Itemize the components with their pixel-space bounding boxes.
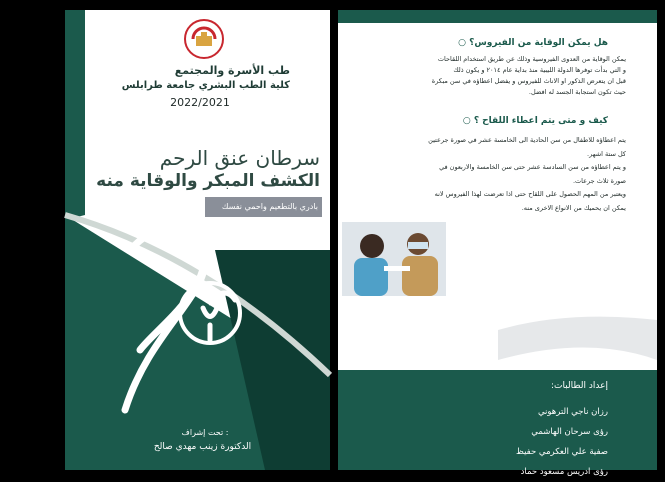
student-name: رؤى ادريس مسعود حماد [520, 467, 608, 477]
text-line: كل ستة اشهر. [587, 149, 626, 158]
students-list [488, 402, 608, 482]
bullet-icon: ○ [458, 38, 466, 48]
supervisor-label: تحت إشراف : [181, 428, 229, 437]
text-line: يتم اعطاؤه للاطفال من سن الحادية الى الخامسة عشر في صورة جرعتين [428, 136, 626, 144]
academic-year: 2022/2021 [170, 96, 230, 109]
question-heading-1: هل يمكن الوقاية من الفيروس؟ ○ [458, 38, 608, 48]
text-line: صورة ثلاث جرعات. [572, 176, 626, 185]
text-line: ويعتبر من المهم الحصول على اللقاح حتى اذا تعرضت لهذا الفيروس لانه [434, 190, 626, 198]
left-green-stripe [65, 10, 85, 220]
student-name: رؤى سرحان الهاشمي [531, 427, 608, 437]
supervisor-name: الدكتورة زينب مهدي صالح [153, 442, 252, 452]
text-line: يمكن ان يحميك من الانواع الاخرى منه. [521, 203, 626, 212]
cover-background-shapes [65, 10, 330, 470]
college-name: كلية الطب البشري جامعة طرابلس [121, 80, 290, 91]
slogan-band: بادري بالتطعيم واحمي نفسك [205, 197, 322, 217]
student-name: رزان ناجي الترهوني [537, 407, 608, 417]
text-line: يمكن الوقاية من العدوى الفيروسية وذلك عن طريق استخدام اللقاحات [437, 55, 626, 63]
university-logo [183, 18, 225, 60]
text-line: حيث تكون استجابة الجسد له افضل. [528, 88, 626, 96]
student-name: صفية علي العكرمي حفيظ [516, 447, 608, 457]
text-line: قبل ان يتعرض الذكور او الاناث للفيروس و يفضل اعطاؤه في سن مبكرة [431, 77, 626, 85]
page-title: سرطان عنق الرحم [159, 146, 320, 170]
info-panel [338, 10, 657, 477]
vaccination-photo-icon [342, 222, 446, 296]
answer-paragraph-2 [358, 134, 626, 215]
answer-paragraph-1 [358, 54, 626, 98]
students-label: إعداد الطالبات: [550, 381, 608, 391]
text-line: و يتم اعطاؤه من سن السادسة عشر حتى سن الخامسة والاربعون في [439, 163, 626, 171]
page-subtitle: الكشف المبكر والوقاية منه [96, 171, 320, 191]
gray-arc [498, 317, 657, 360]
cover-panel [65, 10, 330, 470]
top-green-band [338, 10, 657, 23]
question-heading-2: كيف و متى يتم اعطاء اللقاح ؟ ○ [462, 116, 608, 126]
bullet-icon: ○ [462, 116, 471, 126]
department-name: طب الأسرة والمجتمع [174, 64, 290, 77]
text-line: و التي بدأت توفرها الدولة الليبية منذ بداية عام ٢٠١٤ و يكون ذلك [453, 66, 626, 74]
